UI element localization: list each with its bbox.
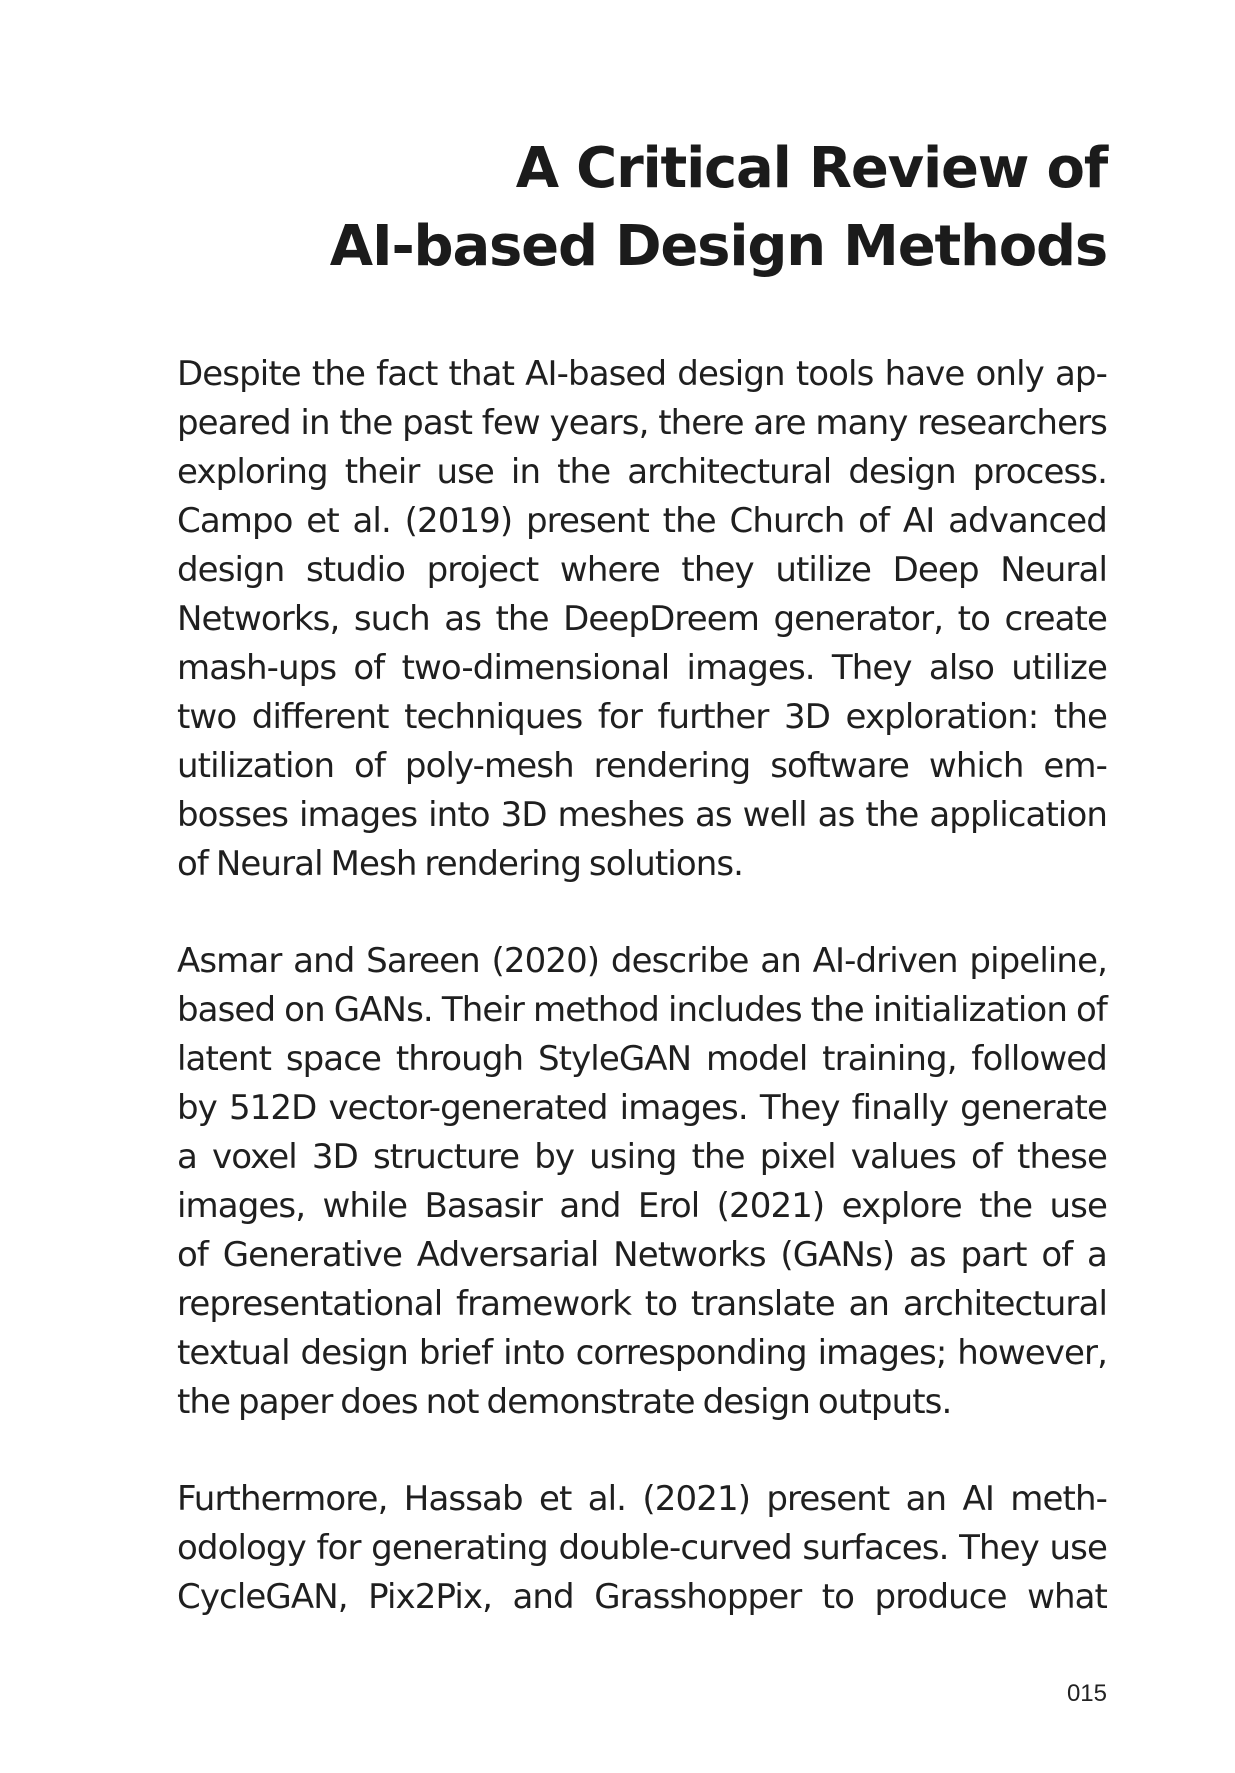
text-line: images, while Basasir and Erol (2021) explore the use bbox=[177, 1186, 1107, 1226]
text-line: exploring their use in the architectural design process. bbox=[177, 452, 1107, 492]
text-line: mash-ups of two-dimensional images. They also utilize bbox=[177, 648, 1107, 688]
text-line: by 512D vector-generated images. They finally generate bbox=[177, 1088, 1107, 1128]
text-line: design studio project where they utilize Deep Neural bbox=[177, 550, 1107, 590]
text-line: Despite the fact that AI-based design tools have only ap- bbox=[177, 354, 1107, 394]
paragraph-1 bbox=[177, 350, 1107, 889]
text-line: Campo et al. (2019) present the Church of AI advanced bbox=[177, 501, 1107, 541]
paragraph-3 bbox=[177, 1475, 1107, 1622]
text-line: of Generative Adversarial Networks (GANs) as part of a bbox=[177, 1235, 1107, 1275]
body-text bbox=[177, 350, 1107, 1670]
paragraph-2 bbox=[177, 937, 1107, 1427]
page-number: 015 bbox=[1066, 1680, 1107, 1707]
text-line: bosses images into 3D meshes as well as the application bbox=[177, 795, 1107, 835]
text-line: the paper does not demonstrate design outputs. bbox=[177, 1382, 952, 1422]
text-line: based on GANs. Their method includes the initialization of bbox=[177, 990, 1107, 1030]
text-line: Asmar and Sareen (2020) describe an AI-driven pipeline, bbox=[177, 941, 1107, 981]
text-line: two different techniques for further 3D exploration: the bbox=[177, 697, 1107, 737]
title-line-1: A Critical Review of bbox=[515, 136, 1107, 201]
text-line: odology for generating double-curved surfaces. They use bbox=[177, 1528, 1107, 1568]
text-line: of Neural Mesh rendering solutions. bbox=[177, 844, 744, 884]
text-line: a voxel 3D structure by using the pixel values of these bbox=[177, 1137, 1107, 1177]
text-line: utilization of poly-mesh rendering software which em- bbox=[177, 746, 1107, 786]
text-line: Networks, such as the DeepDreem generator, to create bbox=[177, 599, 1107, 639]
text-line: peared in the past few years, there are many researchers bbox=[177, 403, 1107, 443]
page-title bbox=[160, 130, 1107, 286]
text-line: CycleGAN, Pix2Pix, and Grasshopper to produce what bbox=[177, 1577, 1107, 1617]
text-line: textual design brief into corresponding images; however, bbox=[177, 1333, 1107, 1373]
text-line: representational framework to translate an architectural bbox=[177, 1284, 1107, 1324]
title-line-2: AI-based Design Methods bbox=[329, 214, 1107, 279]
text-line: latent space through StyleGAN model training, followed bbox=[177, 1039, 1107, 1079]
text-line: Furthermore, Hassab et al. (2021) present an AI meth- bbox=[177, 1479, 1107, 1519]
